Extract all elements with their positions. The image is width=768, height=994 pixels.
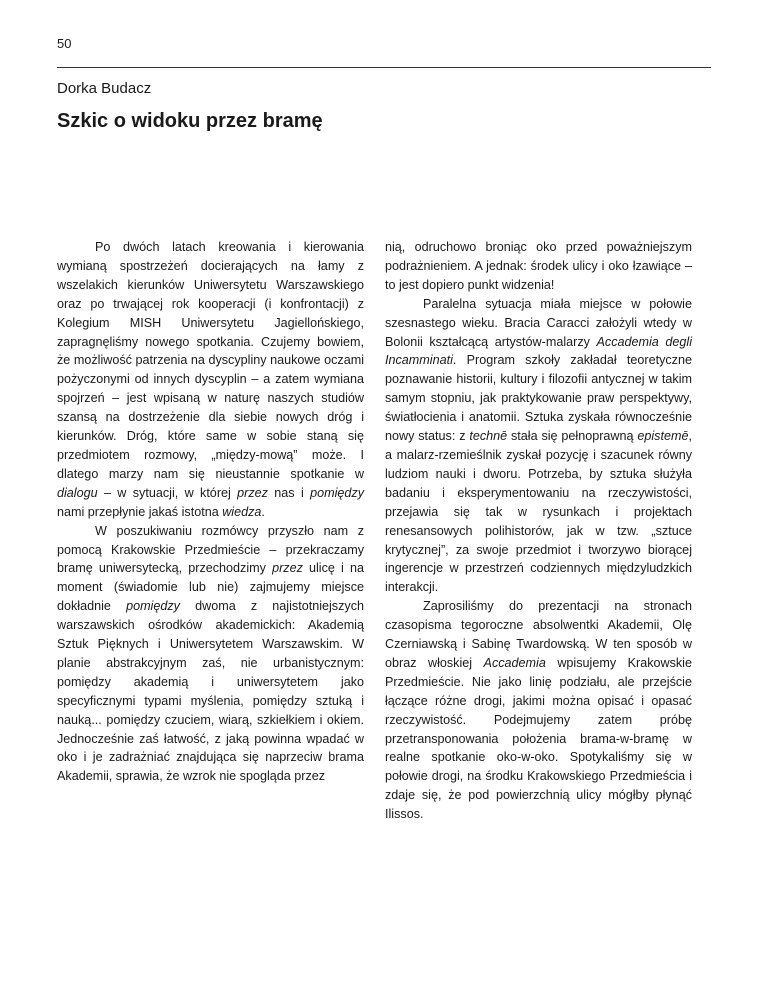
italic-run: epistemē [637,429,689,444]
paragraph [57,522,364,787]
page-number: 50 [57,36,72,51]
italic-run: Accademia degli Incamminati [385,334,693,368]
paragraph [385,295,692,598]
italic-run: dialogu [57,485,98,500]
right-column [385,238,692,824]
text-run: , a malarz-rzemieślnik zyskał pozycję i szacunek równy ludziom nauki i dworu. Potrzeba, by sztuka służyła badaniu i eksperymentowaniu na rzeczywistości, przejawia się tak w rysunkach i projektach renesansowych polihistorów, jak w tzw. „sztuce krytycznej”, za swoje przedmiot i tworzywo biorącej ingerencje w przestrzeń codziennych międzyludzkich interakcji. [385,429,692,595]
author-name: Dorka Budacz [57,80,152,97]
text-run: wpisujemy Krakowskie Przedmieście. Nie jako linię podziału, ale przejście łączące różne drogi, jakimi można opisać i opasać rzeczywistość. Podejmujemy zatem próbę przetransponowania położenia brama-w-bramę w realne spotkanie oko-w-oko. Spotykaliśmy się w połowie drogi, na środku Krakowskiego Przedmieścia i zdaje się, że pod powierzchnią ulicy mógłby płynąć Ilissos. [385,655,692,822]
paragraph: nią, odruchowo broniąc oko przed poważniejszym podrażnieniem. A jednak: środek ulicy i oko łzawiące – to jest dopiero punkt widzenia! [385,240,692,292]
text-run: nami przepłynie jakaś istotna [57,504,223,519]
text-run: stała się pełnoprawną [507,429,638,444]
text-run: – w sytuacji, w której [97,485,238,500]
italic-run: pomiędzy [126,599,180,614]
text-run: . Program szkoły zakładał teoretyczne poznawanie historii, kultury i filozofii antycznej w takim samym stopniu, jak praktykowanie praw perspektywy, światłocienia i anatomii. Sztuka zyskała równocześnie nowy status: z [385,353,692,444]
header-rule [57,67,711,68]
italic-run: pomiędzy [310,485,364,500]
text-run: nas i [267,485,311,500]
paragraph [57,238,364,522]
article-title: Szkic o widoku przez bramę [57,110,323,132]
paragraph [385,597,692,824]
text-run: W poszukiwaniu rozmówcy przyszło nam z pomocą Krakowskie Przedmieście – przekraczamy bramę uniwersytecką, przechodzimy [57,523,364,576]
italic-run: Accademia [483,655,546,670]
text-run: Zaprosiliśmy do prezentacji na stronach czasopisma tegoroczne absolwentki Akademii, Olę Czerniawską i Sabinę Twardowską. W ten sposób w obraz włoskiej [385,599,692,670]
text-run: Po dwóch latach kreowania i kierowania wymianą spostrzeżeń docierających na łamy z wszelakich kierunków Uniwersytetu Warszawskiego oraz po trwającej rok kooperacji (i konfrontacji) z Kolegium MISH Uniwersytetu Jagiellońskiego, zapragnęliśmy nowego spotkania. Czujemy bowiem, że możliwość patrzenia na dyscypliny naukowe oczami pożyczonymi od innych dyscyplin – a zatem wymiana spojrzeń – jest wpisaną w naturę naszych studiów szansą na dostrzeżenie dla siebie nowych dróg i kierunków. Dróg, które same w sobie staną się przedmiotem rozmowy, „między-mową” może. I dlatego marzy nam się nieustannie spotkanie w [57,240,364,481]
italic-run: przez [237,485,268,500]
text-run: dwoma z najistotniejszych warszawskich ośrodków akademickich: Akademią Sztuk Pięknych i Uniwersytetem Warszawskim. W planie abstrakcyjnym zaś, nie urbanistycznym: pomiędzy akademią i uniwersytetem jako specyficznymi typami myślenia, pomiędzy sztuką i nauką... pomiędzy czuciem, wiarą, szkiełkiem i okiem. Jednocześnie zaś łatwość, z jaką powinna wpadać w oko i je zadrażniać znajdująca się naprzeciw brama Akademii, sprawia, że wzrok nie spogląda przez [57,599,364,784]
text-run: . [261,504,265,519]
italic-run: przez [272,561,303,576]
left-column [57,238,364,786]
text-run: Paralelna sytuacja miała miejsce w połowie szesnastego wieku. Bracia Caracci założyli wtedy w Bolonii kształcącą artystów-malarzy [385,296,692,349]
italic-run: wiedza [222,504,262,519]
text-run: ulicę i na moment (świadomie lub nie) zajmujemy miejsce dokładnie [57,561,364,614]
italic-run: technē [469,429,508,444]
